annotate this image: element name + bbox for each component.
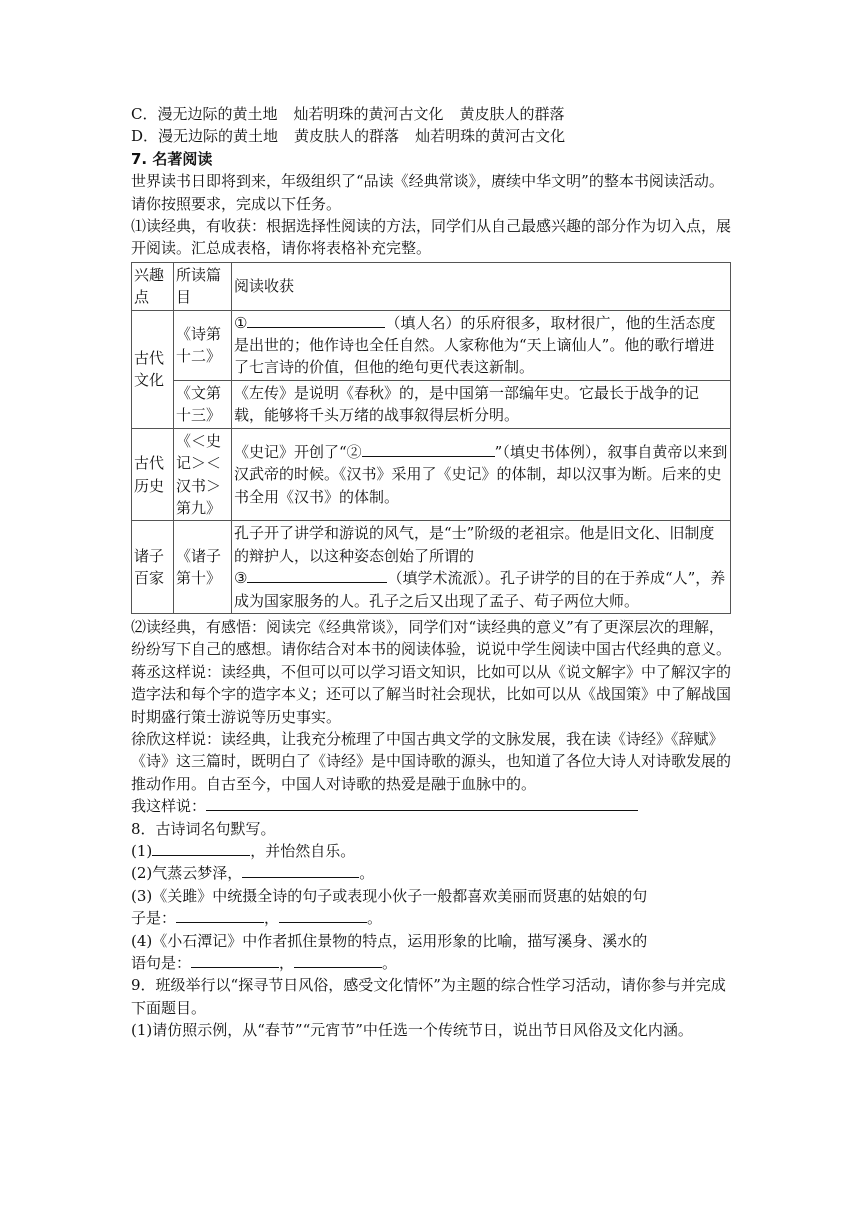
- table-row: [132, 380, 731, 428]
- answer-blank-2[interactable]: [362, 442, 495, 457]
- poem-blank-4a[interactable]: [191, 953, 279, 968]
- answer-blank-1[interactable]: [247, 313, 385, 328]
- topic-cell: 古代文化: [132, 310, 174, 428]
- my-comment: 我这样说：: [131, 795, 731, 817]
- option-c: C．漫无边际的黄土地 灿若明珠的黄河古文化 黄皮肤人的群落: [131, 105, 565, 123]
- poem-blank-3a[interactable]: [176, 908, 264, 923]
- topic-cell: 古代历史: [132, 428, 174, 521]
- q9-task1: (1)请仿照示例，从“春节”“元宵节”中任选一个传统节日，说出节日风俗及文化内涵。: [131, 1021, 693, 1040]
- q7-intro: 世界读书日即将到来，年级组织了“品读《经典常谈》，赓续中华文明”的整本书阅读活动。请你按照要求，完成以下任务。: [131, 172, 724, 213]
- q8-item-4: (4)《小石潭记》中作者抓住景物的特点，运用形象的比喻，描写溪身、溪水的: [131, 931, 648, 950]
- q7-heading: 7. 名著阅读: [131, 149, 213, 168]
- document-page: [131, 103, 731, 1042]
- poem-blank-2[interactable]: [242, 863, 359, 878]
- topic-cell: 诸子百家: [132, 521, 174, 614]
- poem-blank-4b[interactable]: [294, 953, 382, 968]
- chapter-cell: 《诸子第十》: [174, 521, 232, 614]
- q8-item-3-blanks: 子是： ， 。: [131, 909, 383, 928]
- q8-item-2: (2)气蒸云梦泽， 。: [131, 864, 375, 883]
- header-chapter: 所读篇目: [174, 262, 232, 310]
- header-harvest: 阅读收获: [232, 262, 731, 310]
- header-topic: 兴趣点: [132, 262, 174, 310]
- table-header-row: [132, 262, 731, 310]
- harvest-cell: 孔子开了讲学和游说的风气，是“士”阶级的老祖宗。他是旧文化、旧制度的辩护人，以这种姿态创始了所谓的 ③ （填学术流派）。孔子讲学的目的在于养成“人”，养成为国家服务的人。孔子之后又出现了孟子、荀子两位大师。: [232, 521, 731, 614]
- chapter-cell: 《诗第十二》: [174, 310, 232, 380]
- q7-task2: ⑵读经典，有感悟：阅读完《经典常谈》，同学们对“读经典的意义”有了更深层次的理解，纷纷写下自己的感想。请你结合对本书的阅读体验，说说中学生阅读中国古代经典的意义。: [131, 617, 732, 659]
- my-answer-blank[interactable]: [206, 796, 638, 811]
- q8-item-3: (3)《关雎》中统摄全诗的句子或表现小伙子一般都喜欢美丽而贤惠的姑娘的句: [131, 886, 648, 905]
- q8-heading: 8．古诗词名句默写。: [131, 819, 276, 838]
- chapter-cell: 《＜史记＞＜汉书＞第九》: [174, 428, 232, 521]
- jiang-comment: 蒋丞这样说：读经典，不但可以可以学习语文知识，比如可以从《说文解字》中了解汉字的造字法和每个字的造字本义；还可以了解当时社会现状，比如可以从《战国策》中了解战国时期盛行策士游说等历史事实。: [131, 662, 732, 726]
- harvest-cell: ① （填人名）的乐府很多，取材很广，他的生活态度是出世的；他作诗也全任自然。人家称他为“天上谪仙人”。他的歌行增进了七言诗的价值，但他的绝句更代表这新制。: [232, 310, 731, 380]
- chapter-cell: 《文第十三》: [174, 380, 232, 428]
- poem-blank-3b[interactable]: [279, 908, 367, 923]
- table-row: [132, 428, 731, 521]
- q8-item-4-blanks: 语句是： ， 。: [131, 954, 398, 973]
- q8-item-1: (1) ，并怡然自乐。: [131, 842, 356, 860]
- q7-task1: ⑴读经典，有收获：根据选择性阅读的方法，同学们从自己最感兴趣的部分作为切入点，展开阅读。汇总成表格，请你将表格补充完整。: [131, 217, 732, 258]
- harvest-cell: 《史记》开创了“② ”（填史书体例），叙事自黄帝以来到汉武帝的时候。《汉书》采用了《史记》的体制，却以汉事为断。后来的史书全用《汉书》的体制。: [232, 428, 731, 521]
- poem-blank-1[interactable]: [152, 841, 250, 856]
- answer-blank-3[interactable]: [247, 568, 387, 583]
- table-row: [132, 521, 731, 614]
- xu-comment: 徐欣这样说：读经典，让我充分梳理了中国古典文学的文脉发展，我在读《诗经》《辞赋》《诗》这三篇时，既明白了《诗经》是中国诗歌的源头，也知道了各位大诗人对诗歌发展的推动作用。自古至今，中国人对诗歌的热爱是融于血脉中的。: [131, 729, 732, 793]
- table-row: [132, 310, 731, 380]
- q9-heading: 9．班级举行以“探寻节日风俗，感受文化情怀”为主题的综合性学习活动，请你参与并完成下面题目。: [131, 976, 726, 1017]
- option-d: D．漫无边际的黄土地 黄皮肤人的群落 灿若明珠的黄河古文化: [131, 127, 566, 146]
- harvest-cell: 《左传》是说明《春秋》的，是中国第一部编年史。它最长于战争的记载，能够将千头万绪的战事叙得层析分明。: [232, 380, 731, 428]
- reading-table: [131, 262, 731, 614]
